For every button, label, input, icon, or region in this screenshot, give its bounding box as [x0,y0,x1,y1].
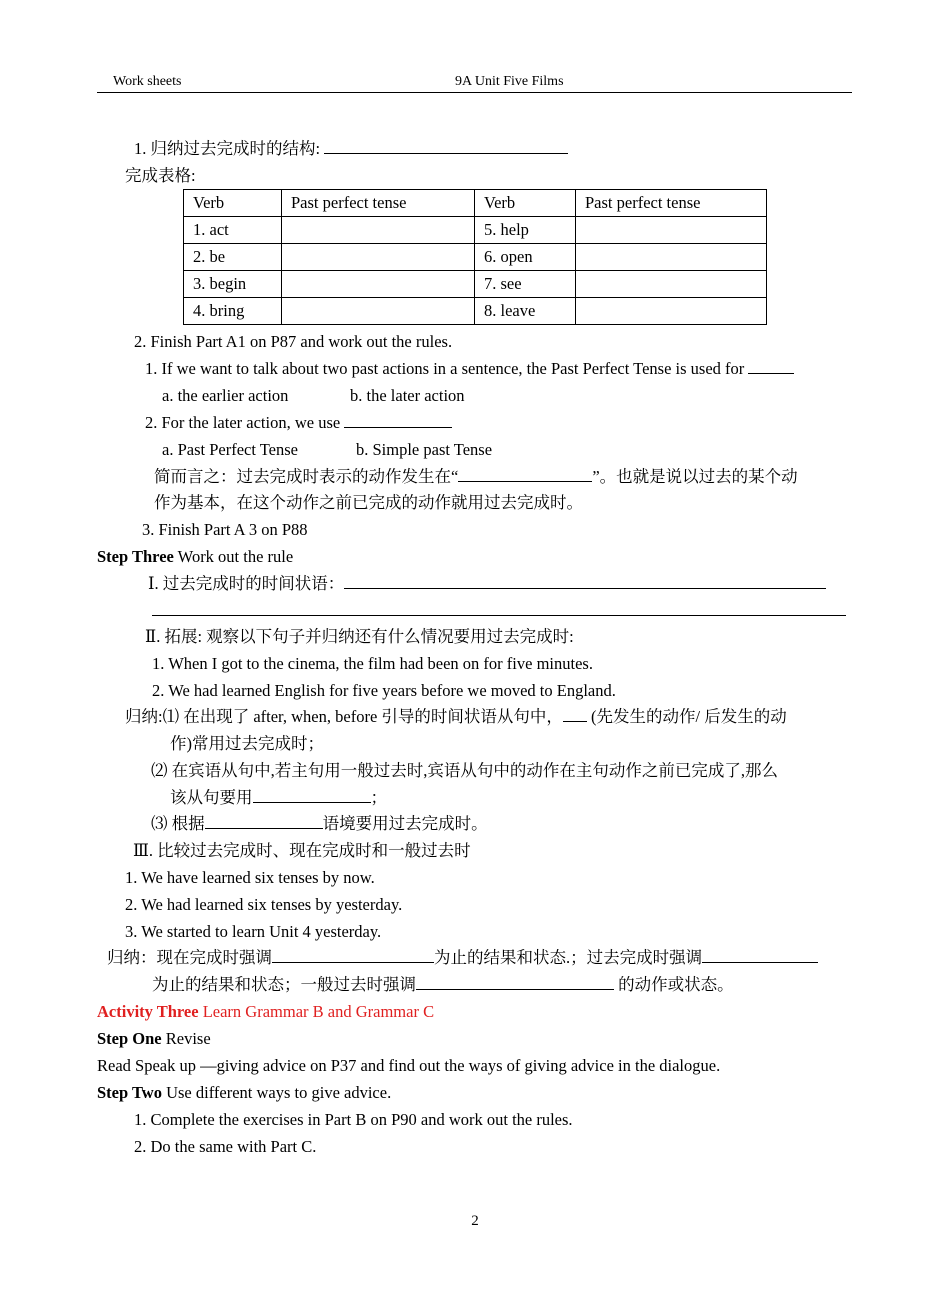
rule-1-option-b: b. the later action [350,386,465,405]
roman-1-line-2 [152,601,846,621]
answer-cell[interactable] [576,271,767,298]
answer-cell[interactable] [282,298,475,325]
table-row [184,298,767,325]
answer-blank[interactable] [416,975,614,990]
step-two-heading [97,1083,391,1103]
answer-blank[interactable] [205,814,323,829]
step-text: Revise [161,1029,211,1048]
summary-line-1 [154,467,798,487]
answer-blank[interactable] [152,601,846,616]
summary-text: 的动作或状态。 [614,975,734,994]
header-left: Work sheets [113,74,182,89]
answer-cell[interactable] [576,298,767,325]
summary-text: 语境要用过去完成时。 [322,814,488,833]
summary-text: ⑶ 根据 [151,814,205,833]
verb-cell: 2. be [184,244,282,271]
table-header-cell: Verb [475,190,576,217]
summary-2-cont [170,788,387,808]
summary-text: 归纳:⑴ 在出现了 after, when, before 引导的时间状语从句中， [125,707,563,726]
summary-text: ”。也就是说以过去的某个动 [592,467,798,486]
rule-2 [145,413,452,433]
compare-2: 2. We had learned six tenses by yesterday. [125,895,403,914]
summary-text: 简而言之：过去完成时表示的动作发生在“ [154,467,459,486]
table-row [184,271,767,298]
table-header-cell: Verb [184,190,282,217]
rule-1 [145,359,794,379]
question-1 [134,139,568,159]
answer-blank[interactable] [253,788,371,803]
summary-1 [125,707,787,727]
step-label: Step One [97,1029,162,1048]
table-intro: 完成表格: [125,166,196,185]
step-text: Work out the rule [173,547,294,566]
compare-summary-1 [107,948,818,968]
verb-cell: 7. see [475,271,576,298]
read-instruction: Read Speak up —giving advice on P37 and find out the ways of giving advice in the dialogue. [97,1056,721,1075]
verb-cell: 3. begin [184,271,282,298]
rule-2-option-a: a. Past Perfect Tense [162,440,298,459]
compare-summary-2 [152,975,734,995]
step-label: Step Two [97,1083,162,1102]
roman-3: Ⅲ. 比较过去完成时、现在完成时和一般过去时 [133,841,471,860]
activity-three-heading [97,1002,434,1022]
example-2: 2. We had learned English for five years before we moved to England. [152,681,616,700]
rule-1-text: 1. If we want to talk about two past actions in a sentence, the Past Perfect Tense is used for [145,359,749,378]
answer-blank[interactable] [702,948,818,963]
answer-cell[interactable] [282,217,475,244]
question-2: 2. Finish Part A1 on P87 and work out the rules. [134,332,453,351]
page-number: 2 [471,1213,479,1229]
question-1-text: 1. 归纳过去完成时的结构: [134,139,325,158]
table-header-cell: Past perfect tense [576,190,767,217]
summary-text: 归纳：现在完成时强调 [107,948,272,967]
summary-text: (先发生的动作/ 后发生的动 [586,707,787,726]
table-row [184,217,767,244]
table-row [184,244,767,271]
answer-blank[interactable] [344,413,452,428]
compare-3: 3. We started to learn Unit 4 yesterday. [125,922,382,941]
answer-cell[interactable] [282,271,475,298]
table-header-cell: Past perfect tense [282,190,475,217]
answer-blank[interactable] [563,707,587,722]
roman-1-text: Ⅰ. 过去完成时的时间状语： [148,574,345,593]
answer-blank[interactable] [458,467,592,482]
rule-1-option-a: a. the earlier action [162,386,289,405]
rule-2-text: 2. For the later action, we use [145,413,345,432]
summary-1-cont: 作)常用过去完成时； [170,734,324,753]
step-text: Use different ways to give advice. [161,1083,392,1102]
answer-blank[interactable] [344,574,826,589]
verb-table [183,189,767,325]
task-b1: 1. Complete the exercises in Part B on P90 and work out the rules. [134,1110,573,1129]
answer-cell[interactable] [576,244,767,271]
activity-label: Activity Three [97,1002,199,1021]
verb-cell: 5. help [475,217,576,244]
verb-cell: 4. bring [184,298,282,325]
header-rule [97,92,852,93]
answer-blank[interactable] [748,359,794,374]
rule-2-option-b: b. Simple past Tense [356,440,493,459]
answer-blank[interactable] [272,948,434,963]
summary-text: 为止的结果和状态；一般过去时强调 [152,975,416,994]
verb-cell: 6. open [475,244,576,271]
verb-cell: 8. leave [475,298,576,325]
roman-2: Ⅱ. 拓展: 观察以下句子并归纳还有什么情况要用过去完成时: [145,627,574,646]
summary-3 [151,814,488,834]
summary-text: ； [370,788,387,807]
step-label: Step Three [97,547,174,566]
task-b2: 2. Do the same with Part C. [134,1137,317,1156]
step-three-heading [97,547,293,567]
answer-cell[interactable] [282,244,475,271]
summary-text: 为止的结果和状态.；过去完成时强调 [434,948,703,967]
activity-text: Learn Grammar B and Grammar C [198,1002,435,1021]
example-1: 1. When I got to the cinema, the film had been on for five minutes. [152,654,593,673]
answer-blank[interactable] [324,139,568,154]
compare-1: 1. We have learned six tenses by now. [125,868,375,887]
question-3: 3. Finish Part A 3 on P88 [142,520,308,539]
table-header-row [184,190,767,217]
summary-text: 该从句要用 [170,788,253,807]
summary-line-2: 作为基本，在这个动作之前已完成的动作就用过去完成时。 [154,493,583,512]
header-title: 9A Unit Five Films [455,74,564,89]
verb-cell: 1. act [184,217,282,244]
roman-1 [148,574,826,594]
answer-cell[interactable] [576,217,767,244]
summary-2: ⑵ 在宾语从句中,若主句用一般过去时,宾语从句中的动作在主句动作之前已完成了,那么 [151,761,778,780]
step-one-heading [97,1029,211,1049]
